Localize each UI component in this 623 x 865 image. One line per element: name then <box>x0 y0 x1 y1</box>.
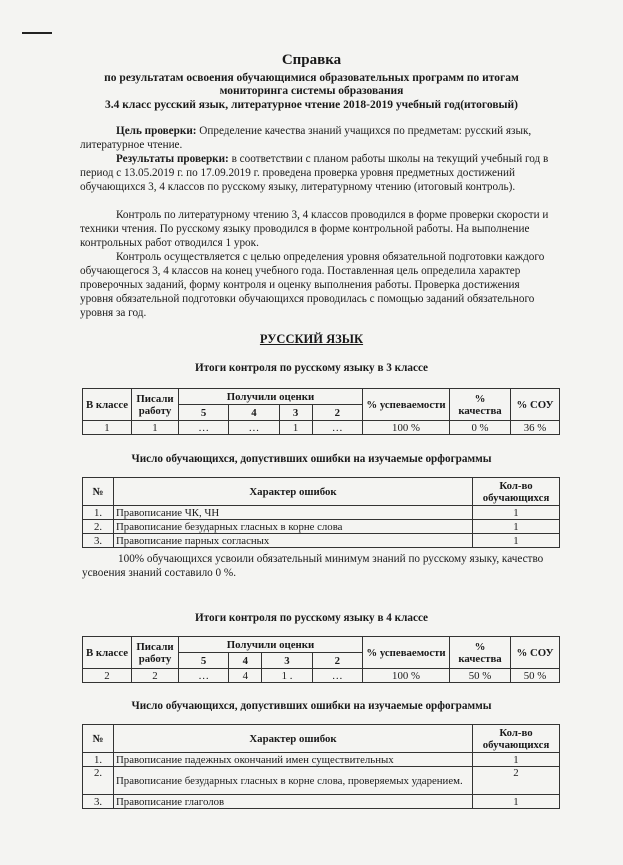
cell-grade-4: 4 <box>229 669 262 683</box>
cell-success: 100 % <box>363 669 450 683</box>
grade3-caption: Итоги контроля по русскому языку в 3 классе <box>194 362 429 374</box>
goal-paragraph <box>80 124 550 152</box>
grade3-errors-table <box>82 477 560 548</box>
grade4-results-table <box>82 636 560 683</box>
cell-error-kind: Правописание парных согласных <box>114 534 473 548</box>
table-row <box>83 421 560 435</box>
cell-sou: 36 % <box>511 421 560 435</box>
cell-quality: 50 % <box>450 669 511 683</box>
col-grade-5: 5 <box>179 653 229 669</box>
cell-wrote: 1 <box>132 421 179 435</box>
cell-error-count: 1 <box>473 753 560 767</box>
cell-grade-3: 1 <box>279 421 312 435</box>
cell-grade-2: … <box>312 421 362 435</box>
cell-num: 2. <box>83 520 114 534</box>
grade3-summary: 100% обучающихся усвоили обязательный минимум знаний по русскому языку, качество усвоения знаний составило 0 %. <box>82 553 544 579</box>
grade4-caption: Итоги контроля по русскому языку в 4 классе <box>194 612 429 624</box>
cell-error-count: 1 <box>473 534 560 548</box>
cell-class: 1 <box>83 421 132 435</box>
doc-title: Справка <box>281 52 342 68</box>
table-row <box>83 669 560 683</box>
doc-subtitle-line-1: по результатам освоения обучающимися образовательных программ по итогам <box>104 72 519 84</box>
cell-num: 2. <box>83 767 114 795</box>
table-row <box>83 767 560 795</box>
col-grades: Получили оценки <box>179 637 363 653</box>
cell-error-kind: Правописание падежных окончаний имен существительных <box>114 753 473 767</box>
col-error-kind: Характер ошибок <box>114 725 473 753</box>
goal-label: Цель проверки: <box>116 125 197 137</box>
col-quality: % качества <box>450 637 511 669</box>
cell-grade-3: 1 . <box>262 669 312 683</box>
col-sou: % СОУ <box>511 637 560 669</box>
col-sou: % СОУ <box>511 389 560 421</box>
cell-error-count: 2 <box>473 767 560 795</box>
results-text: в соответствии с планом работы школы на текущий учебный год в период с 13.05.2019 г. по 17.09.2019 г. проведена проверка уровня предметных достижений обучающихся 3, 4 классов по русскому языку, литературному чтению (итоговый контроль). <box>80 153 549 193</box>
table-row <box>83 753 560 767</box>
col-num: № <box>83 725 114 753</box>
cell-quality: 0 % <box>450 421 511 435</box>
doc-subtitle-line-2: мониторинга системы образования <box>219 85 404 97</box>
col-wrote: Писали работу <box>132 637 179 669</box>
cell-error-kind: Правописание безударных гласных в корне слова, проверяемых ударением. <box>114 767 473 795</box>
cell-num: 1. <box>83 506 114 520</box>
cell-grade-2: … <box>312 669 362 683</box>
col-error-count: Кол-во обучающихся <box>473 725 560 753</box>
cell-grade-5: … <box>179 421 229 435</box>
col-grades: Получили оценки <box>179 389 363 405</box>
section-title: РУССКИЙ ЯЗЫК <box>259 332 364 346</box>
doc-subtitle-line-3: 3.4 класс русский язык, литературное чтение 2018-2019 учебный год(итоговый) <box>105 99 518 111</box>
col-grade-2: 2 <box>312 405 362 421</box>
col-class: В классе <box>83 637 132 669</box>
grade3-errors-caption: Число обучающихся, допустивших ошибки на изучаемые орфограммы <box>131 453 492 465</box>
cell-error-kind: Правописание глаголов <box>114 795 473 809</box>
col-grade-5: 5 <box>179 405 229 421</box>
col-error-kind: Характер ошибок <box>114 478 473 506</box>
col-wrote: Писали работу <box>132 389 179 421</box>
cell-sou: 50 % <box>511 669 560 683</box>
cell-error-count: 1 <box>473 506 560 520</box>
table-row <box>83 795 560 809</box>
cell-error-count: 1 <box>473 795 560 809</box>
results-label: Результаты проверки: <box>116 153 229 165</box>
grade4-errors-caption: Число обучающихся, допустивших ошибки на изучаемые орфограммы <box>131 700 492 712</box>
cell-num: 3. <box>83 795 114 809</box>
col-success: % успеваемости <box>363 637 450 669</box>
grade4-errors-table <box>82 724 560 809</box>
col-quality: % качества <box>450 389 511 421</box>
col-success: % успеваемости <box>363 389 450 421</box>
goal-text: Определение качества знаний учащихся по предметам: русский язык, литературное чтение. <box>80 125 532 151</box>
col-grade-3: 3 <box>262 653 312 669</box>
cell-num: 1. <box>83 753 114 767</box>
col-grade-4: 4 <box>229 405 279 421</box>
col-class: В классе <box>83 389 132 421</box>
cell-grade-5: … <box>179 669 229 683</box>
cell-error-count: 1 <box>473 520 560 534</box>
col-grade-3: 3 <box>279 405 312 421</box>
cell-error-kind: Правописание ЧК, ЧН <box>114 506 473 520</box>
purpose-paragraph: Контроль осуществляется с целью определения уровня обязательной подготовки каждого обучающегося 3, 4 классов на конец учебного года. Поставленная цель определила характер проверочных заданий, форму контроля и оценку выполнения работы. Проверка достижения уровня обязательной подготовки обучающихся проводилась с помощью заданий обязательного уровня за год. <box>80 251 545 319</box>
table-row <box>83 534 560 548</box>
grade3-results-table <box>82 388 560 435</box>
cell-class: 2 <box>83 669 132 683</box>
scan-mark <box>22 32 52 34</box>
cell-grade-4: … <box>229 421 279 435</box>
cell-num: 3. <box>83 534 114 548</box>
table-row <box>83 520 560 534</box>
table-row <box>83 506 560 520</box>
col-num: № <box>83 478 114 506</box>
col-error-count: Кол-во обучающихся <box>473 478 560 506</box>
col-grade-2: 2 <box>312 653 362 669</box>
cell-success: 100 % <box>363 421 450 435</box>
cell-wrote: 2 <box>132 669 179 683</box>
cell-error-kind: Правописание безударных гласных в корне слова <box>114 520 473 534</box>
method-paragraph: Контроль по литературному чтению 3, 4 классов проводился в форме проверки скорости и техники чтения. По русскому языку проводился в форме контрольной работы. На выполнение контрольных работ отводился 1 урок. <box>80 209 549 249</box>
col-grade-4: 4 <box>229 653 262 669</box>
results-paragraph <box>80 152 550 194</box>
